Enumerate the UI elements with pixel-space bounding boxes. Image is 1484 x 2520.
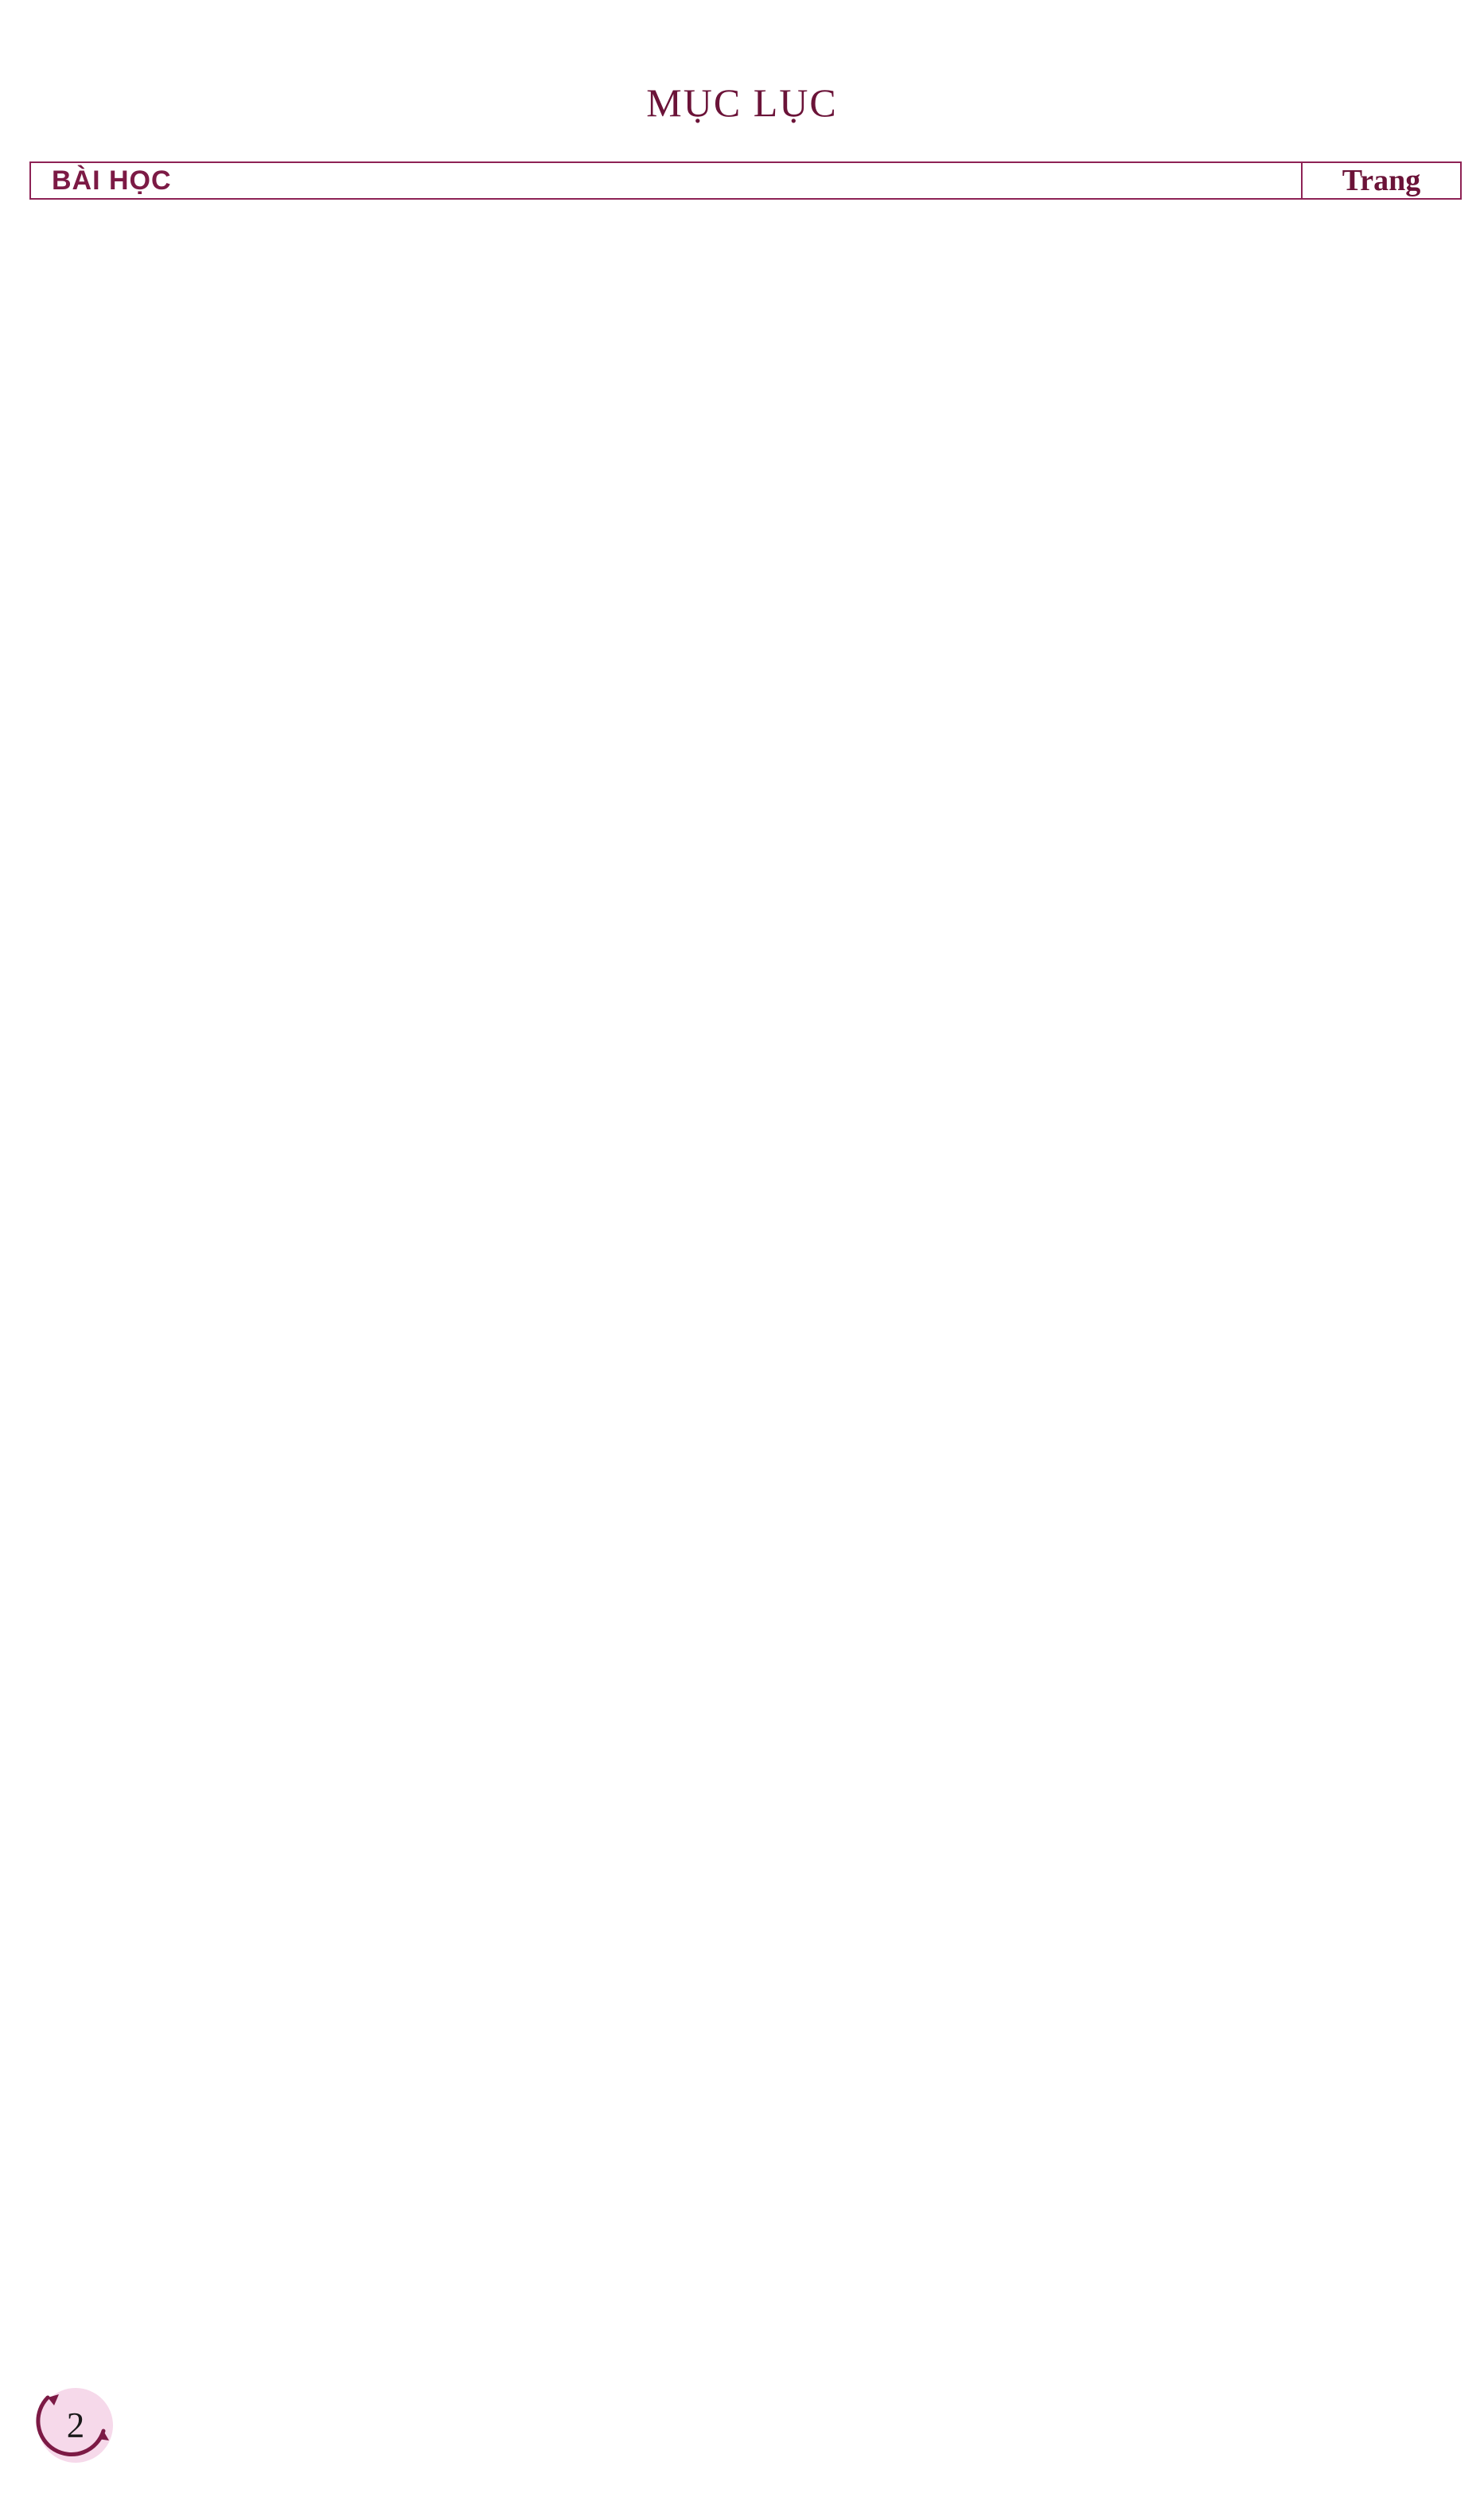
table-header-row — [30, 162, 1461, 199]
column-header-lesson: BÀI HỌC — [30, 162, 1302, 199]
table-of-contents — [29, 161, 1462, 200]
column-header-page: Trang — [1302, 162, 1461, 199]
page-number-text: 2 — [66, 2405, 85, 2445]
page-number-badge — [24, 2380, 116, 2472]
page-title: MỤC LỤC — [646, 80, 838, 125]
